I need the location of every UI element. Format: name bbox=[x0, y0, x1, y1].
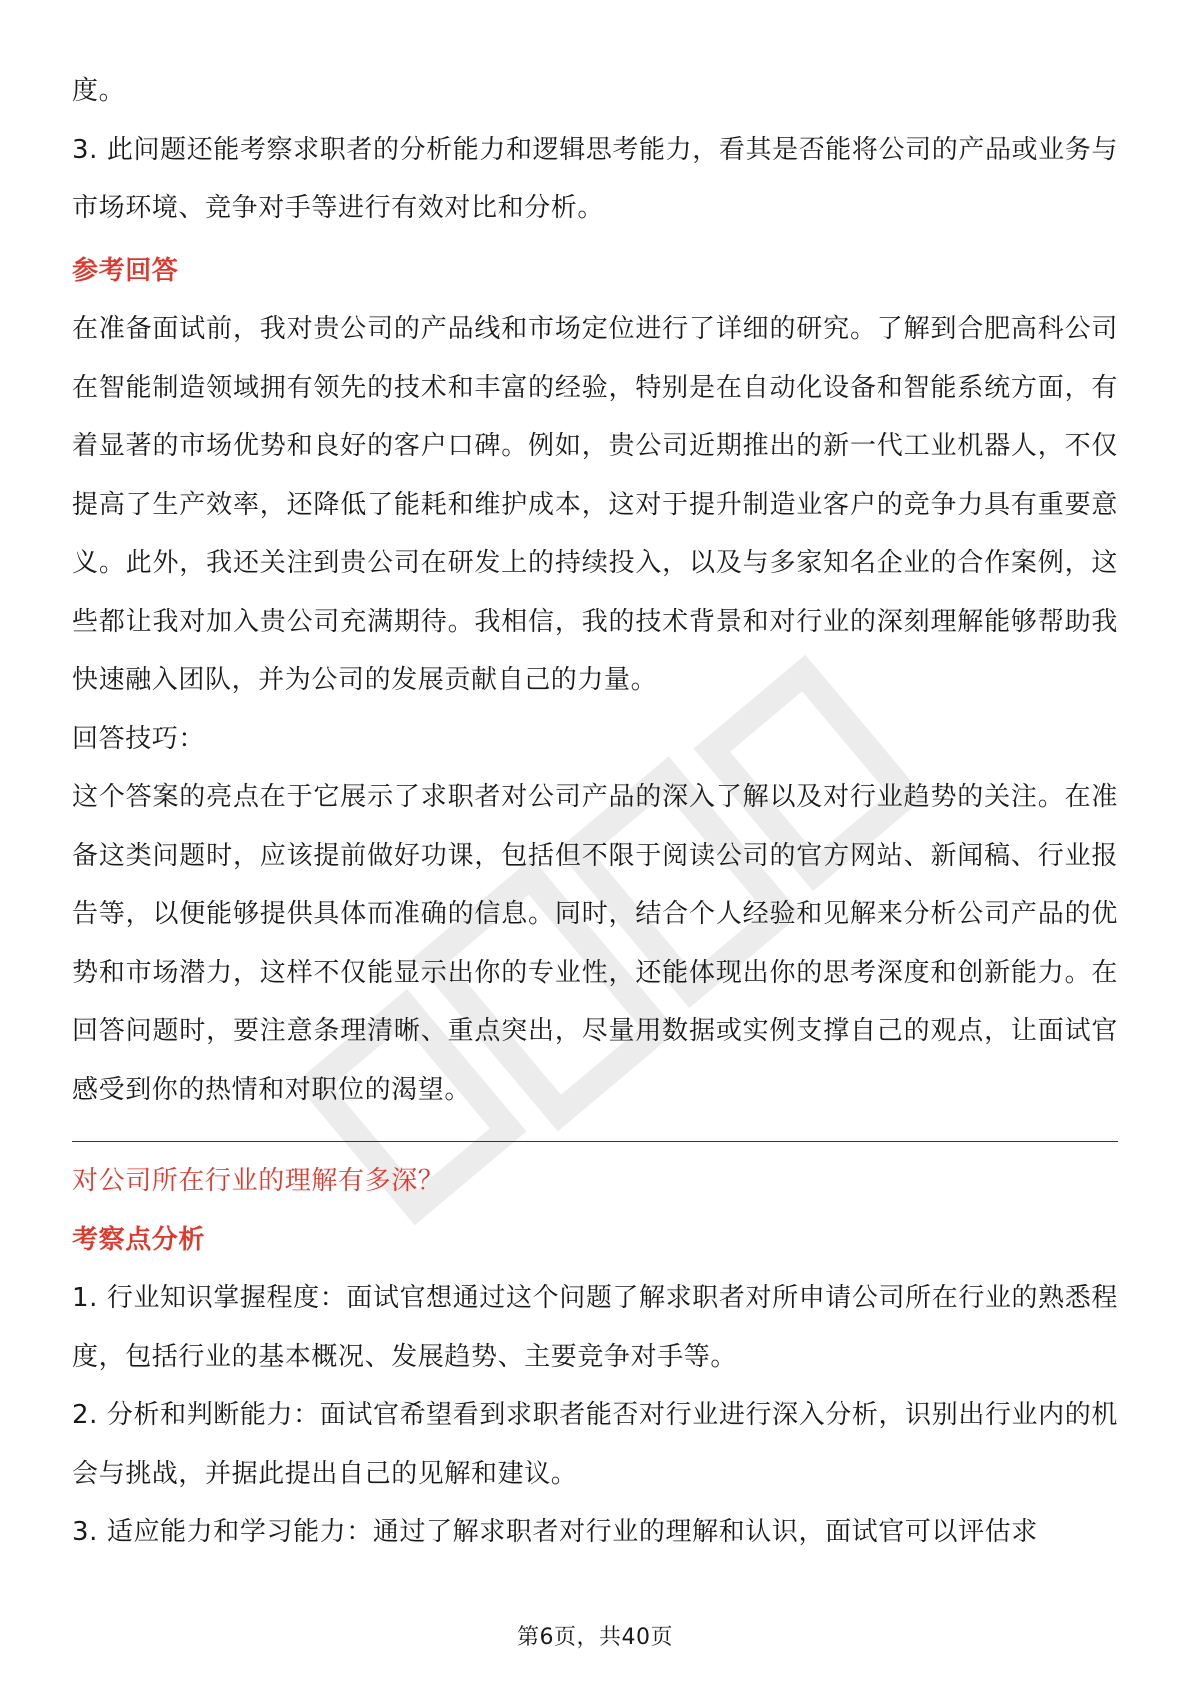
page-number: 第6页，共40页 bbox=[517, 1625, 673, 1650]
question-section bbox=[72, 1152, 1118, 1562]
paragraph-continuation: 度。 bbox=[72, 76, 126, 106]
tips-body: 这个答案的亮点在于它展示了求职者对公司产品的深入了解以及对行业趋势的关注。在准备这类问题时，应该提前做好功课，包括但不限于阅读公司的官方网站、新闻稿、行业报告等，以便能够提供具体而准确的信息。同时，结合个人经验和见解来分析公司产品的优势和市场潜力，这样不仅能显示出你的专业性，还能体现出你的思考深度和创新能力。在回答问题时，要注意条理清晰、重点突出，尽量用数据或实例支撑自己的观点，让面试官感受到你的热情和对职位的渴望。 bbox=[72, 782, 1118, 1105]
section-divider bbox=[72, 1141, 1118, 1142]
paragraph-point-3: 3. 此问题还能考察求职者的分析能力和逻辑思考能力，看其是否能将公司的产品或业务与市场环境、竞争对手等进行有效对比和分析。 bbox=[72, 134, 1118, 223]
answer-body: 在准备面试前，我对贵公司的产品线和市场定位进行了详细的研究。了解到合肥高科公司在智能制造领域拥有领先的技术和丰富的经验，特别是在自动化设备和智能系统方面，有着显著的市场优势和良好的客户口碑。例如，贵公司近期推出的新一代工业机器人，不仅提高了生产效率，还降低了能耗和维护成本，这对于提升制造业客户的竞争力具有重要意义。此外，我还关注到贵公司在研发上的持续投入，以及与多家知名企业的合作案例，这些都让我对加入贵公司充满期待。我相信，我的技术背景和对行业的深刻理解能够帮助我快速融入团队，并为公司的发展贡献自己的力量。 bbox=[72, 314, 1118, 695]
tips-label: 回答技巧： bbox=[72, 723, 206, 754]
page-content bbox=[72, 62, 1118, 1562]
answer-section bbox=[72, 242, 1118, 1120]
analysis-point-3: 3. 适应能力和学习能力：通过了解求职者对行业的理解和认识，面试官可以评估求 bbox=[72, 1517, 1038, 1547]
analysis-heading: 考察点分析 bbox=[72, 1224, 206, 1255]
analysis-point-2: 2. 分析和判断能力：面试官希望看到求职者能否对行业进行深入分析，识别出行业内的机会与挑战，并据此提出自己的见解和建议。 bbox=[72, 1400, 1118, 1489]
answer-heading: 参考回答 bbox=[72, 255, 179, 286]
question-title: 对公司所在行业的理解有多深？ bbox=[72, 1166, 445, 1196]
analysis-point-1: 1. 行业知识掌握程度：面试官想通过这个问题了解求职者对所申请公司所在行业的熟悉程度，包括行业的基本概况、发展趋势、主要竞争对手等。 bbox=[72, 1283, 1118, 1372]
